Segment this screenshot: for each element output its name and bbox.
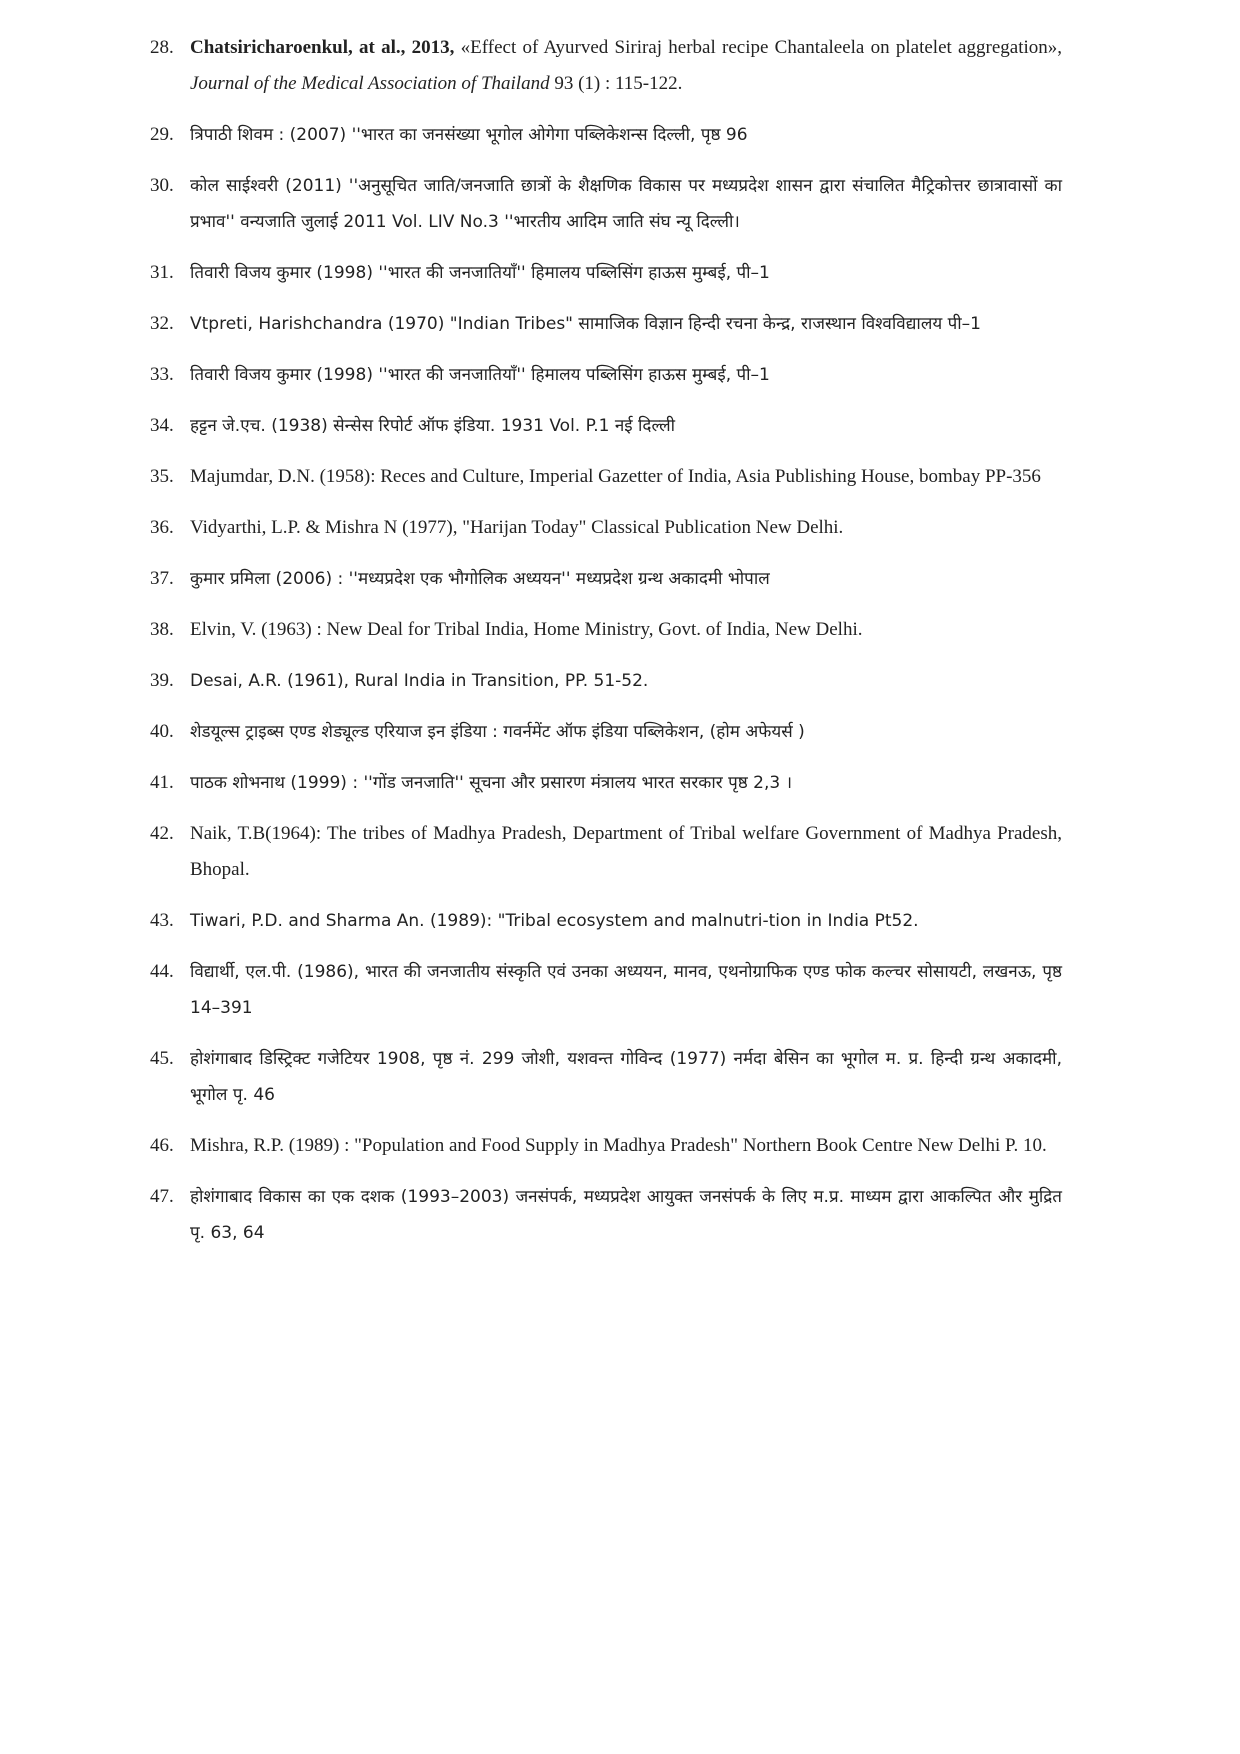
reference-number: 34. bbox=[150, 415, 174, 436]
reference-text bbox=[190, 416, 675, 436]
reference-text bbox=[190, 823, 1062, 880]
reference-text bbox=[190, 365, 770, 385]
reference-text-part: «Effect of Ayurved Siriraj herbal recipe Chantaleela on platelet aggregation», bbox=[454, 37, 1062, 58]
reference-text-part: कोल साईश्वरी (2011) ''अनुसूचित जाति/जनजाति छात्रों के शैक्षणिक विकास पर मध्यप्रदेश शासन द्वारा संचालित मैट्रिकोत्तर छात्रावासों का प्रभाव'' वन्यजाति जुलाई 2011 Vol. LIV No.3 ''भारतीय आदिम जाति संघ न्यू दिल्ली। bbox=[190, 176, 1062, 232]
reference-text-part: त्रिपाठी शिवम : (2007) ''भारत का जनसंख्या भूगोल ओगेगा पब्लिकेशन्स दिल्ली, पृष्ठ 96 bbox=[190, 125, 748, 145]
reference-text bbox=[190, 962, 1062, 1018]
reference-number: 44. bbox=[150, 961, 174, 982]
reference-item bbox=[150, 1128, 1062, 1164]
reference-text-part: कुमार प्रमिला (2006) : ''मध्यप्रदेश एक भौगोलिक अध्ययन'' मध्यप्रदेश ग्रन्थ अकादमी भोपाल bbox=[190, 569, 770, 589]
reference-text bbox=[190, 911, 919, 931]
reference-text-part: Majumdar, D.N. (1958): Reces and Culture, Imperial Gazetter of India, Asia Publishing House, bombay PP-356 bbox=[190, 466, 1041, 487]
reference-number: 40. bbox=[150, 721, 174, 742]
reference-text-part: Chatsiricharoenkul, at al., 2013, bbox=[190, 37, 455, 58]
reference-text bbox=[190, 1135, 1047, 1156]
reference-text bbox=[190, 1187, 1062, 1243]
reference-item bbox=[150, 408, 1062, 444]
reference-number: 37. bbox=[150, 568, 174, 589]
reference-text bbox=[190, 176, 1062, 232]
reference-item bbox=[150, 459, 1062, 495]
reference-text bbox=[190, 773, 792, 793]
reference-item bbox=[150, 954, 1062, 1026]
reference-text-part: Mishra, R.P. (1989) : "Population and Food Supply in Madhya Pradesh" Northern Book Centre New Delhi P. 10. bbox=[190, 1135, 1047, 1156]
reference-item bbox=[150, 168, 1062, 240]
reference-text-part: Vidyarthi, L.P. & Mishra N (1977), "Harijan Today" Classical Publication New Delhi. bbox=[190, 517, 844, 538]
reference-number: 46. bbox=[150, 1135, 174, 1156]
reference-text-part: विद्यार्थी, एल.पी. (1986), भारत की जनजातीय संस्कृति एवं उनका अध्ययन, मानव, एथनोग्राफिक एण्ड फोक कल्चर सोसायटी, लखनऊ, पृष्ठ 14–391 bbox=[190, 962, 1062, 1018]
reference-item bbox=[150, 357, 1062, 393]
reference-text bbox=[190, 722, 805, 742]
reference-item bbox=[150, 255, 1062, 291]
reference-text bbox=[190, 569, 770, 589]
reference-item bbox=[150, 1179, 1062, 1251]
reference-list bbox=[150, 30, 1062, 1266]
reference-item bbox=[150, 1041, 1062, 1113]
reference-number: 31. bbox=[150, 262, 174, 283]
reference-text bbox=[190, 619, 862, 640]
reference-item bbox=[150, 612, 1062, 648]
reference-number: 39. bbox=[150, 670, 174, 691]
reference-text-part: हट्टन जे.एच. (1938) सेन्सेस रिपोर्ट ऑफ इंडिया. 1931 Vol. P.1 नई दिल्ली bbox=[190, 416, 676, 436]
reference-text-part: शेडयूल्स ट्राइब्स एण्ड शेड्यूल्ड एरियाज इन इंडिया : गवर्नमेंट ऑफ इंडिया पब्लिकेशन, (होम अफेयर्स ) bbox=[190, 722, 805, 742]
reference-text-part: Tiwari, P.D. and Sharma An. (1989): "Tribal ecosystem and malnutri-tion in India Pt52. bbox=[190, 911, 919, 931]
reference-text bbox=[190, 466, 1041, 487]
reference-item bbox=[150, 663, 1062, 699]
reference-text-part: होशंगाबाद डिस्ट्रिक्ट गजेटियर 1908, पृष्ठ नं. 299 जोशी, यशवन्त गोविन्द (1977) नर्मदा बेसिन का भूगोल म. प्र. हिन्दी ग्रन्थ अकादमी, भूगोल पृ. 46 bbox=[190, 1049, 1062, 1105]
reference-item bbox=[150, 306, 1062, 342]
reference-text-part: होशंगाबाद विकास का एक दशक (1993–2003) जनसंपर्क, मध्यप्रदेश आयुक्त जनसंपर्क के लिए म.प्र. माध्यम द्वारा आकल्पित और मुद्रित पृ. 63, 64 bbox=[190, 1187, 1062, 1243]
reference-number: 41. bbox=[150, 772, 174, 793]
reference-text bbox=[190, 37, 1062, 94]
reference-text-part: तिवारी विजय कुमार (1998) ''भारत की जनजातियाँ'' हिमालय पब्लिसिंग हाऊस मुम्बई, पी–1 bbox=[190, 263, 770, 283]
reference-text-part: पाठक शोभनाथ (1999) : ''गोंड जनजाति'' सूचना और प्रसारण मंत्रालय भारत सरकार पृष्ठ 2,3 । bbox=[190, 773, 793, 793]
reference-number: 30. bbox=[150, 175, 174, 196]
reference-number: 29. bbox=[150, 124, 174, 145]
reference-text bbox=[190, 314, 981, 334]
reference-item bbox=[150, 561, 1062, 597]
reference-text bbox=[190, 517, 843, 538]
reference-text-part: तिवारी विजय कुमार (1998) ''भारत की जनजातियाँ'' हिमालय पब्लिसिंग हाऊस मुम्बई, पी–1 bbox=[190, 365, 770, 385]
reference-number: 28. bbox=[150, 37, 174, 58]
reference-text bbox=[190, 671, 648, 691]
reference-text bbox=[190, 263, 770, 283]
reference-item bbox=[150, 510, 1062, 546]
reference-text-part: Desai, A.R. (1961), Rural India in Transition, PP. 51-52. bbox=[190, 671, 649, 691]
reference-number: 35. bbox=[150, 466, 174, 487]
reference-item bbox=[150, 117, 1062, 153]
reference-text-part: Naik, T.B(1964): The tribes of Madhya Pradesh, Department of Tribal welfare Government of Madhya Pradesh, Bhopal. bbox=[190, 823, 1062, 880]
reference-number: 43. bbox=[150, 910, 174, 931]
reference-item bbox=[150, 30, 1062, 102]
reference-item bbox=[150, 903, 1062, 939]
reference-text-part: 93 (1) : 115-122. bbox=[549, 73, 683, 94]
reference-number: 42. bbox=[150, 823, 174, 844]
reference-text bbox=[190, 1049, 1062, 1105]
reference-text-part: Elvin, V. (1963) : New Deal for Tribal India, Home Ministry, Govt. of India, New Delhi. bbox=[190, 619, 863, 640]
reference-item bbox=[150, 714, 1062, 750]
reference-number: 36. bbox=[150, 517, 174, 538]
reference-item bbox=[150, 816, 1062, 888]
reference-number: 38. bbox=[150, 619, 174, 640]
reference-text bbox=[190, 125, 748, 145]
reference-number: 32. bbox=[150, 313, 174, 334]
reference-item bbox=[150, 765, 1062, 801]
reference-number: 33. bbox=[150, 364, 174, 385]
reference-text-part: Journal of the Medical Association of Thailand bbox=[190, 73, 550, 94]
reference-number: 45. bbox=[150, 1048, 174, 1069]
reference-text-part: Vtpreti, Harishchandra (1970) "Indian Tribes" सामाजिक विज्ञान हिन्दी रचना केन्द्र, राजस्थान विश्वविद्यालय पी–1 bbox=[190, 314, 981, 334]
reference-number: 47. bbox=[150, 1186, 174, 1207]
